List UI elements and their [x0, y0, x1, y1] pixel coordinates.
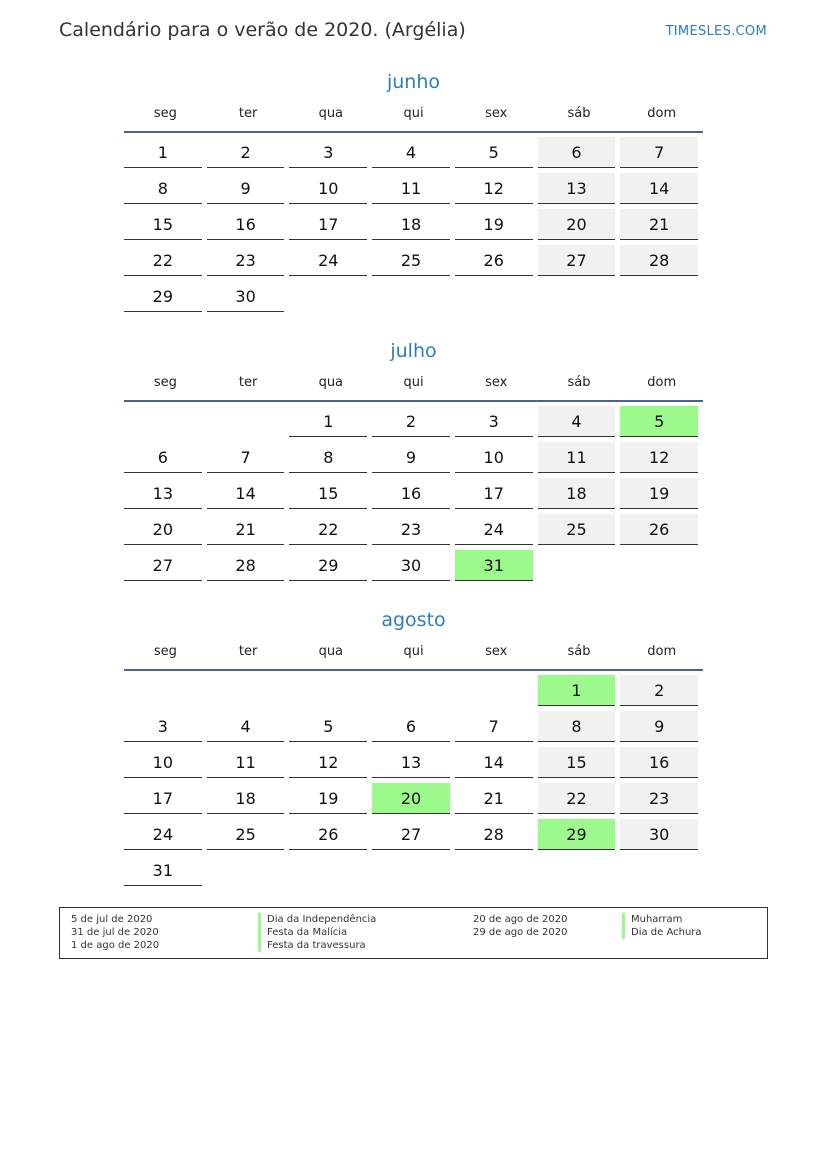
empty-cell	[289, 281, 372, 317]
day-number[interactable]: 22	[124, 245, 202, 276]
day-cell	[124, 173, 207, 209]
weekday-label: ter	[238, 644, 258, 659]
empty-day	[124, 675, 202, 705]
day-number[interactable]: 30	[620, 819, 698, 850]
week-row	[124, 747, 703, 783]
legend-holiday-name: Muharram	[622, 913, 702, 926]
day-number[interactable]: 24	[455, 514, 533, 545]
day-cell	[372, 173, 455, 209]
day-number[interactable]: 14	[207, 478, 285, 509]
day-cell	[538, 406, 621, 442]
weekday-label: sáb	[567, 106, 591, 121]
empty-day	[620, 550, 698, 580]
day-number[interactable]: 26	[455, 245, 533, 276]
day-cell	[372, 478, 455, 514]
empty-cell	[289, 855, 372, 891]
day-number[interactable]: 20	[538, 209, 616, 240]
day-cell	[372, 783, 455, 819]
day-number[interactable]: 10	[124, 747, 202, 778]
day-number[interactable]: 12	[455, 173, 533, 204]
day-number[interactable]: 7	[455, 711, 533, 742]
day-cell	[124, 245, 207, 281]
day-cell	[455, 173, 538, 209]
holiday-legend	[59, 907, 768, 959]
week-row	[124, 819, 703, 855]
legend-date: 31 de jul de 2020	[71, 927, 159, 938]
day-cell	[289, 514, 372, 550]
week-row	[124, 675, 703, 711]
day-cell	[124, 783, 207, 819]
empty-cell	[207, 675, 290, 711]
day-number[interactable]: 17	[124, 783, 202, 814]
day-number[interactable]: 19	[620, 478, 698, 509]
empty-day	[455, 855, 533, 885]
day-cell	[538, 442, 621, 478]
empty-cell	[455, 855, 538, 891]
empty-cell	[372, 281, 455, 317]
day-number[interactable]: 27	[124, 550, 202, 581]
day-number[interactable]: 18	[372, 209, 450, 240]
empty-day	[538, 550, 616, 580]
day-number[interactable]: 23	[207, 245, 285, 276]
day-cell	[620, 747, 703, 783]
day-cell	[455, 711, 538, 747]
empty-cell	[620, 281, 703, 317]
day-cell	[124, 137, 207, 173]
day-cell	[124, 442, 207, 478]
day-number[interactable]: 5	[289, 711, 367, 742]
day-number[interactable]: 19	[455, 209, 533, 240]
weekday-label: sáb	[567, 375, 591, 390]
day-cell	[620, 173, 703, 209]
day-number[interactable]: 19	[289, 783, 367, 814]
day-cell	[124, 514, 207, 550]
weekday-label: sex	[485, 375, 508, 390]
empty-day	[538, 855, 616, 885]
day-number[interactable]: 7	[207, 442, 285, 473]
day-cell	[289, 442, 372, 478]
day-number[interactable]: 14	[455, 747, 533, 778]
day-number[interactable]: 16	[620, 747, 698, 778]
day-number[interactable]: 16	[207, 209, 285, 240]
weekday-label: qua	[318, 106, 344, 121]
weekday-label: qui	[403, 644, 424, 659]
day-cell	[372, 406, 455, 442]
empty-day	[124, 406, 202, 436]
day-number[interactable]: 30	[207, 281, 285, 312]
day-cell	[372, 711, 455, 747]
legend-date: 29 de ago de 2020	[473, 927, 568, 938]
day-number[interactable]: 21	[455, 783, 533, 814]
day-number[interactable]: 1	[289, 406, 367, 437]
day-number[interactable]: 17	[289, 209, 367, 240]
day-number[interactable]: 4	[372, 137, 450, 168]
day-number[interactable]: 22	[289, 514, 367, 545]
month-name: agosto	[381, 609, 446, 631]
empty-cell	[538, 550, 621, 586]
day-number[interactable]: 4	[207, 711, 285, 742]
day-number[interactable]: 3	[124, 711, 202, 742]
weekday-label: seg	[153, 644, 177, 659]
legend-date: 20 de ago de 2020	[473, 914, 568, 925]
day-number[interactable]: 3	[289, 137, 367, 168]
day-cell	[207, 442, 290, 478]
day-number[interactable]: 29	[538, 819, 616, 850]
day-cell	[124, 281, 207, 317]
day-cell	[372, 137, 455, 173]
day-number[interactable]: 25	[538, 514, 616, 545]
day-number[interactable]: 1	[124, 137, 202, 168]
day-cell	[289, 783, 372, 819]
legend-holiday-name: Dia da Independência	[258, 913, 376, 926]
day-cell	[455, 478, 538, 514]
day-number[interactable]: 26	[620, 514, 698, 545]
week-row	[124, 514, 703, 550]
week-row	[124, 855, 703, 891]
day-number[interactable]: 5	[620, 406, 698, 437]
month-calendar-2	[124, 607, 703, 891]
empty-cell	[372, 855, 455, 891]
day-cell	[455, 550, 538, 586]
weekday-header-row	[124, 372, 703, 400]
week-row	[124, 442, 703, 478]
empty-cell	[538, 281, 621, 317]
day-number[interactable]: 28	[620, 245, 698, 276]
legend-date: 5 de jul de 2020	[71, 914, 153, 925]
weekday-label: sex	[485, 106, 508, 121]
day-number[interactable]: 10	[455, 442, 533, 473]
day-cell	[538, 173, 621, 209]
day-number[interactable]: 31	[124, 855, 202, 886]
weekday-label: dom	[647, 106, 677, 121]
day-number[interactable]: 11	[372, 173, 450, 204]
empty-day	[207, 675, 285, 705]
day-cell	[620, 514, 703, 550]
weekday-label: seg	[153, 106, 177, 121]
empty-cell	[289, 675, 372, 711]
day-number[interactable]: 6	[124, 442, 202, 473]
day-number[interactable]: 15	[289, 478, 367, 509]
day-cell	[124, 747, 207, 783]
day-cell	[620, 406, 703, 442]
day-cell	[538, 747, 621, 783]
day-cell	[207, 173, 290, 209]
empty-day	[538, 281, 616, 311]
day-cell	[207, 550, 290, 586]
weekday-label: qui	[403, 106, 424, 121]
day-cell	[538, 783, 621, 819]
empty-day	[372, 281, 450, 311]
day-number[interactable]: 13	[538, 173, 616, 204]
day-number[interactable]: 24	[289, 245, 367, 276]
day-number[interactable]: 27	[372, 819, 450, 850]
day-cell	[538, 209, 621, 245]
day-number[interactable]: 6	[538, 137, 616, 168]
day-number[interactable]: 20	[372, 783, 450, 814]
day-cell	[455, 442, 538, 478]
day-cell	[620, 711, 703, 747]
legend-holiday-name: Dia de Achura	[622, 926, 702, 939]
week-row	[124, 137, 703, 173]
empty-cell	[372, 675, 455, 711]
empty-cell	[620, 855, 703, 891]
day-cell	[455, 137, 538, 173]
weekday-label: qua	[318, 375, 344, 390]
empty-cell	[124, 406, 207, 442]
empty-day	[207, 855, 285, 885]
day-cell	[207, 245, 290, 281]
day-number[interactable]: 4	[538, 406, 616, 437]
week-row	[124, 209, 703, 245]
day-number[interactable]: 3	[455, 406, 533, 437]
day-cell	[372, 245, 455, 281]
day-cell	[289, 550, 372, 586]
empty-day	[620, 855, 698, 885]
day-number[interactable]: 25	[207, 819, 285, 850]
day-number[interactable]: 11	[207, 747, 285, 778]
weekday-label: qui	[403, 375, 424, 390]
day-number[interactable]: 9	[620, 711, 698, 742]
day-number[interactable]: 7	[620, 137, 698, 168]
day-number[interactable]: 18	[207, 783, 285, 814]
day-cell	[620, 675, 703, 711]
day-number[interactable]: 2	[207, 137, 285, 168]
day-cell	[538, 245, 621, 281]
day-number[interactable]: 13	[372, 747, 450, 778]
weekday-label: qua	[318, 644, 344, 659]
weekday-label: dom	[647, 375, 677, 390]
legend-holiday-name: Festa da Malícia	[258, 926, 376, 939]
day-number[interactable]: 23	[620, 783, 698, 814]
legend-dates-col-1	[71, 913, 159, 952]
weekday-label: sex	[485, 644, 508, 659]
day-number[interactable]: 14	[620, 173, 698, 204]
day-cell	[289, 209, 372, 245]
weekday-label: dom	[647, 644, 677, 659]
day-cell	[207, 514, 290, 550]
day-number[interactable]: 2	[372, 406, 450, 437]
day-cell	[620, 783, 703, 819]
day-cell	[455, 747, 538, 783]
day-cell	[289, 406, 372, 442]
day-cell	[289, 747, 372, 783]
day-cell	[372, 819, 455, 855]
week-row	[124, 406, 703, 442]
day-number[interactable]: 8	[124, 173, 202, 204]
day-cell	[207, 783, 290, 819]
day-number[interactable]: 5	[455, 137, 533, 168]
legend-date: 1 de ago de 2020	[71, 940, 160, 951]
day-cell	[372, 550, 455, 586]
day-cell	[620, 819, 703, 855]
day-cell	[620, 209, 703, 245]
day-cell	[207, 711, 290, 747]
weekday-label: seg	[153, 375, 177, 390]
day-cell	[538, 675, 621, 711]
day-number[interactable]: 11	[538, 442, 616, 473]
empty-day	[207, 406, 285, 436]
day-number[interactable]: 28	[207, 550, 285, 581]
day-number[interactable]: 22	[538, 783, 616, 814]
day-number[interactable]: 15	[124, 209, 202, 240]
week-row	[124, 711, 703, 747]
day-cell	[538, 137, 621, 173]
weekday-label: sáb	[567, 644, 591, 659]
empty-day	[289, 281, 367, 311]
day-cell	[538, 514, 621, 550]
day-cell	[455, 819, 538, 855]
day-cell	[620, 137, 703, 173]
day-cell	[124, 855, 207, 891]
day-number[interactable]: 1	[538, 675, 616, 706]
day-number[interactable]: 24	[124, 819, 202, 850]
empty-day	[455, 675, 533, 705]
empty-day	[289, 675, 367, 705]
page-title: Calendário para o verão de 2020. (Argélia)	[59, 19, 466, 41]
day-cell	[207, 281, 290, 317]
empty-day	[455, 281, 533, 311]
weekday-label: ter	[238, 375, 258, 390]
day-cell	[538, 819, 621, 855]
day-cell	[372, 209, 455, 245]
day-number[interactable]: 29	[289, 550, 367, 581]
day-number[interactable]: 23	[372, 514, 450, 545]
day-cell	[124, 478, 207, 514]
day-cell	[538, 478, 621, 514]
day-cell	[289, 173, 372, 209]
day-cell	[289, 711, 372, 747]
brand-link[interactable]: TIMESLES.COM	[665, 24, 767, 39]
empty-day	[372, 675, 450, 705]
empty-cell	[620, 550, 703, 586]
day-cell	[124, 550, 207, 586]
day-number[interactable]: 21	[620, 209, 698, 240]
weekday-label: ter	[238, 106, 258, 121]
empty-cell	[124, 675, 207, 711]
day-cell	[372, 747, 455, 783]
day-number[interactable]: 2	[620, 675, 698, 706]
empty-day	[289, 855, 367, 885]
month-name: julho	[390, 340, 437, 362]
day-cell	[455, 406, 538, 442]
month-name: junho	[386, 71, 441, 93]
day-cell	[289, 819, 372, 855]
day-number[interactable]: 25	[372, 245, 450, 276]
weekday-header-row	[124, 641, 703, 669]
legend-names-col-2	[622, 913, 702, 939]
day-number[interactable]: 30	[372, 550, 450, 581]
day-cell	[207, 478, 290, 514]
empty-cell	[455, 281, 538, 317]
day-number[interactable]: 26	[289, 819, 367, 850]
day-number[interactable]: 6	[372, 711, 450, 742]
empty-day	[620, 281, 698, 311]
day-number[interactable]: 27	[538, 245, 616, 276]
day-number[interactable]: 18	[538, 478, 616, 509]
day-number[interactable]: 20	[124, 514, 202, 545]
day-cell	[455, 209, 538, 245]
day-number[interactable]: 8	[289, 442, 367, 473]
day-cell	[538, 711, 621, 747]
day-cell	[372, 442, 455, 478]
day-number[interactable]: 12	[620, 442, 698, 473]
day-number[interactable]: 15	[538, 747, 616, 778]
day-number[interactable]: 31	[455, 550, 533, 581]
day-number[interactable]: 21	[207, 514, 285, 545]
empty-day	[372, 855, 450, 885]
week-row	[124, 478, 703, 514]
day-number[interactable]: 12	[289, 747, 367, 778]
header-divider	[124, 669, 703, 671]
day-number[interactable]: 28	[455, 819, 533, 850]
day-cell	[289, 478, 372, 514]
day-number[interactable]: 9	[207, 173, 285, 204]
empty-cell	[207, 406, 290, 442]
week-row	[124, 245, 703, 281]
day-number[interactable]: 9	[372, 442, 450, 473]
day-cell	[455, 245, 538, 281]
empty-cell	[538, 855, 621, 891]
header-divider	[124, 400, 703, 402]
weekday-header-row	[124, 103, 703, 131]
day-number[interactable]: 29	[124, 281, 202, 312]
day-number[interactable]: 13	[124, 478, 202, 509]
empty-cell	[207, 855, 290, 891]
day-cell	[124, 819, 207, 855]
legend-dates-col-2	[473, 913, 567, 939]
legend-names-col-1	[258, 913, 376, 952]
day-cell	[207, 819, 290, 855]
day-cell	[372, 514, 455, 550]
day-cell	[620, 442, 703, 478]
day-number[interactable]: 16	[372, 478, 450, 509]
day-cell	[620, 478, 703, 514]
day-cell	[124, 711, 207, 747]
month-calendar-1	[124, 338, 703, 586]
day-cell	[455, 783, 538, 819]
day-number[interactable]: 8	[538, 711, 616, 742]
day-cell	[620, 245, 703, 281]
month-calendar-0	[124, 69, 703, 317]
day-cell	[289, 137, 372, 173]
day-number[interactable]: 17	[455, 478, 533, 509]
day-cell	[124, 209, 207, 245]
legend-holiday-name: Festa da travessura	[258, 939, 376, 952]
empty-cell	[455, 675, 538, 711]
week-row	[124, 173, 703, 209]
day-cell	[455, 514, 538, 550]
day-cell	[207, 137, 290, 173]
day-cell	[289, 245, 372, 281]
week-row	[124, 550, 703, 586]
day-cell	[207, 747, 290, 783]
day-cell	[207, 209, 290, 245]
header-divider	[124, 131, 703, 133]
week-row	[124, 281, 703, 317]
day-number[interactable]: 10	[289, 173, 367, 204]
week-row	[124, 783, 703, 819]
